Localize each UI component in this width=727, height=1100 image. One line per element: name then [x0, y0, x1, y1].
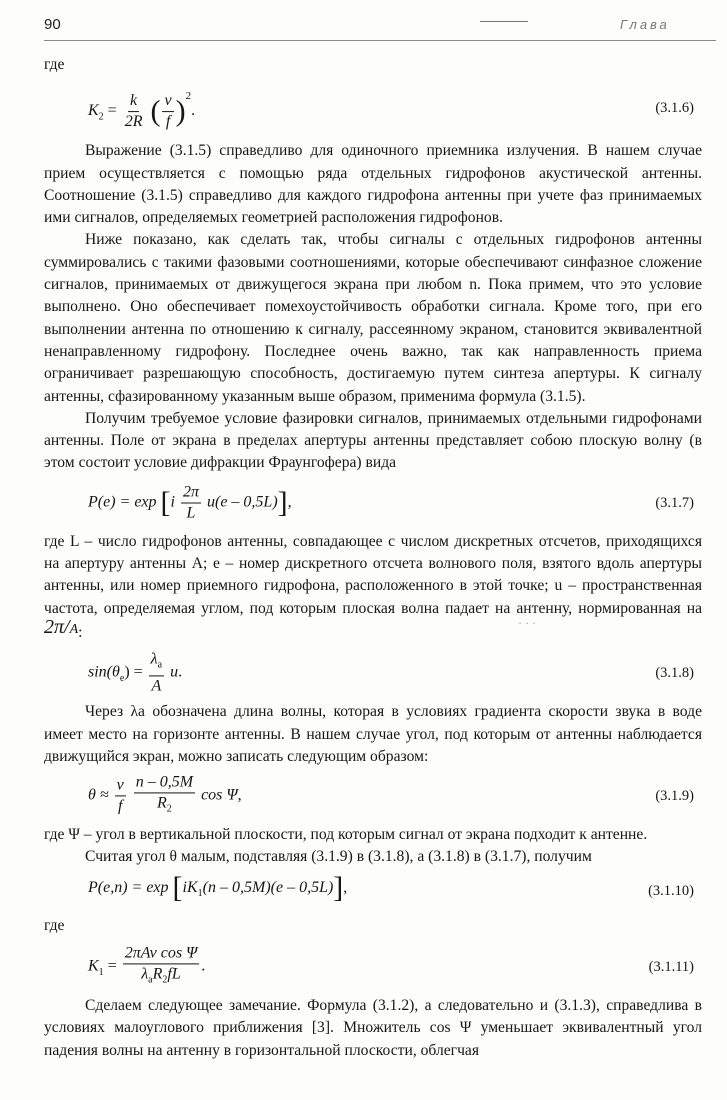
equation-number: (3.1.11) [648, 958, 694, 975]
paragraph: где L – число гидрофонов антенны, совпадающее с числом дискретных отсчетов, приходящихся на апертуру антенны A; e – номер дискретного отсчета волнового поля, взятого вдоль апертуры антенны, или номер приемного гидрофона, расположенного в этой точке; u – пространственная частота, определяемая углом, под которым плоская волна падает на антенну, нормированная на 2π/A: [44, 532, 702, 641]
equation-number: (3.1.7) [655, 494, 694, 511]
equation-3-1-8 [44, 645, 702, 701]
where-label-2: где [44, 916, 65, 934]
equation-3-1-10 [44, 869, 702, 913]
equation-3-1-7 [44, 475, 702, 531]
equation-number: (3.1.9) [655, 787, 694, 804]
equation-expression: $P(e,n) = \exp [iK_1(n - 0,5M)(e - 0,5L)]$, [88, 870, 348, 904]
paragraph: где Ψ – угол в вертикальной плоскости, под которым сигнал от экрана подходит к антенне. [44, 826, 648, 844]
paragraph: Сделаем следующее замечание. Формула (3.1.2), а следовательно и (3.1.3), справедлива в условиях малоуглового приближения [3]. Множитель cos Ψ уменьшает эквивалентный угол падения волны на антенну в горизонтальной плоскости, облегчая [44, 997, 702, 1059]
page-body [44, 54, 702, 1062]
paragraph: Выражение (3.1.5) справедливо для одиночного приемника излучения. В нашем случае прием осуществляется с помощью ряда отдельных гидрофонов акустической антенны. Соотношение (3.1.5) справедливо для каждого гидрофона антенны при учете фаз принимаемых ими сигналов, определяемых геометрией расположения гидрофонов. [44, 142, 702, 227]
equation-number: (3.1.6) [655, 100, 694, 117]
page-number: 90 [44, 16, 61, 33]
equation-expression: $K_2$ = $\frac{k}{2R}$ ( $\frac{v}{f}$ )$^2$. [88, 90, 196, 131]
header-mark [480, 21, 528, 22]
equation-3-1-6 [44, 76, 702, 140]
page-header [0, 0, 727, 40]
scan-speck: · · · [518, 616, 536, 630]
equation-expression: $\sin(\theta_e)$ = $\frac{\lambda_a}{A}$ u. [88, 650, 183, 695]
equation-expression: $K_1$ = $\frac{\text{2πAv cos Ψ}}{\lambda_aR_2fL}$ . [88, 944, 206, 986]
paragraph: Через λa обозначена длина волны, которая в условиях градиента скорости звука в воде имеет место на горизонте антенны. В нашем случае угол, под которым от антенны наблюдается движущийся экран, можно записать следующим образом: [44, 703, 702, 765]
paragraph: Получим требуемое условие фазировки сигналов, принимаемых отдельными гидрофонами антенны. Поле от экрана в пределах апертуры антенны представляет собою плоскую волну (в этом состоит условие дифракции Фраунгофера) вида [44, 409, 702, 472]
header-rule [44, 40, 716, 41]
where-label-1: где [44, 56, 65, 73]
equation-3-1-11 [44, 939, 702, 995]
equation-number: (3.1.8) [655, 665, 694, 682]
paragraph: Ниже показано, как сделать так, чтобы сигналы с отдельных гидрофонов антенны суммировались с такими фазовыми соотношениями, которые обеспечивают синфазное сложение сигналов, принимаемых от движущегося экрана при любом n. Пока примем, что это условие выполнено. Оно обеспечивает помехоустойчивость обработки сигнала. Кроме того, при его выполнении антенна по отношению к сигналу, рассеянному экраном, становится эквивалентной ненаправленному гидрофону. Последнее очень важно, так как направленность приема ограничивает разрешающую способность, достигаемую путем синтеза апертуры. К сигналу антенны, сфазированному указанным выше образом, применима формула (3.1.5). [44, 231, 702, 405]
inline-fraction: 2π/A [44, 615, 79, 638]
running-head: Глава [620, 17, 670, 32]
paragraph: Считая угол θ малым, подставляя (3.1.9) в (3.1.8), а (3.1.8) в (3.1.7), получим [85, 848, 592, 866]
equation-number: (3.1.10) [648, 882, 694, 899]
equation-3-1-9 [44, 768, 702, 824]
equation-expression: P(e) = exp [i $\frac{2\pi}{L}$ u(e – 0,5L)], [88, 483, 292, 522]
equation-expression: θ ≈ $\frac{v}{f}$ $\frac{n - 0,5M}{R_2}$ cos Ψ, [88, 773, 242, 815]
